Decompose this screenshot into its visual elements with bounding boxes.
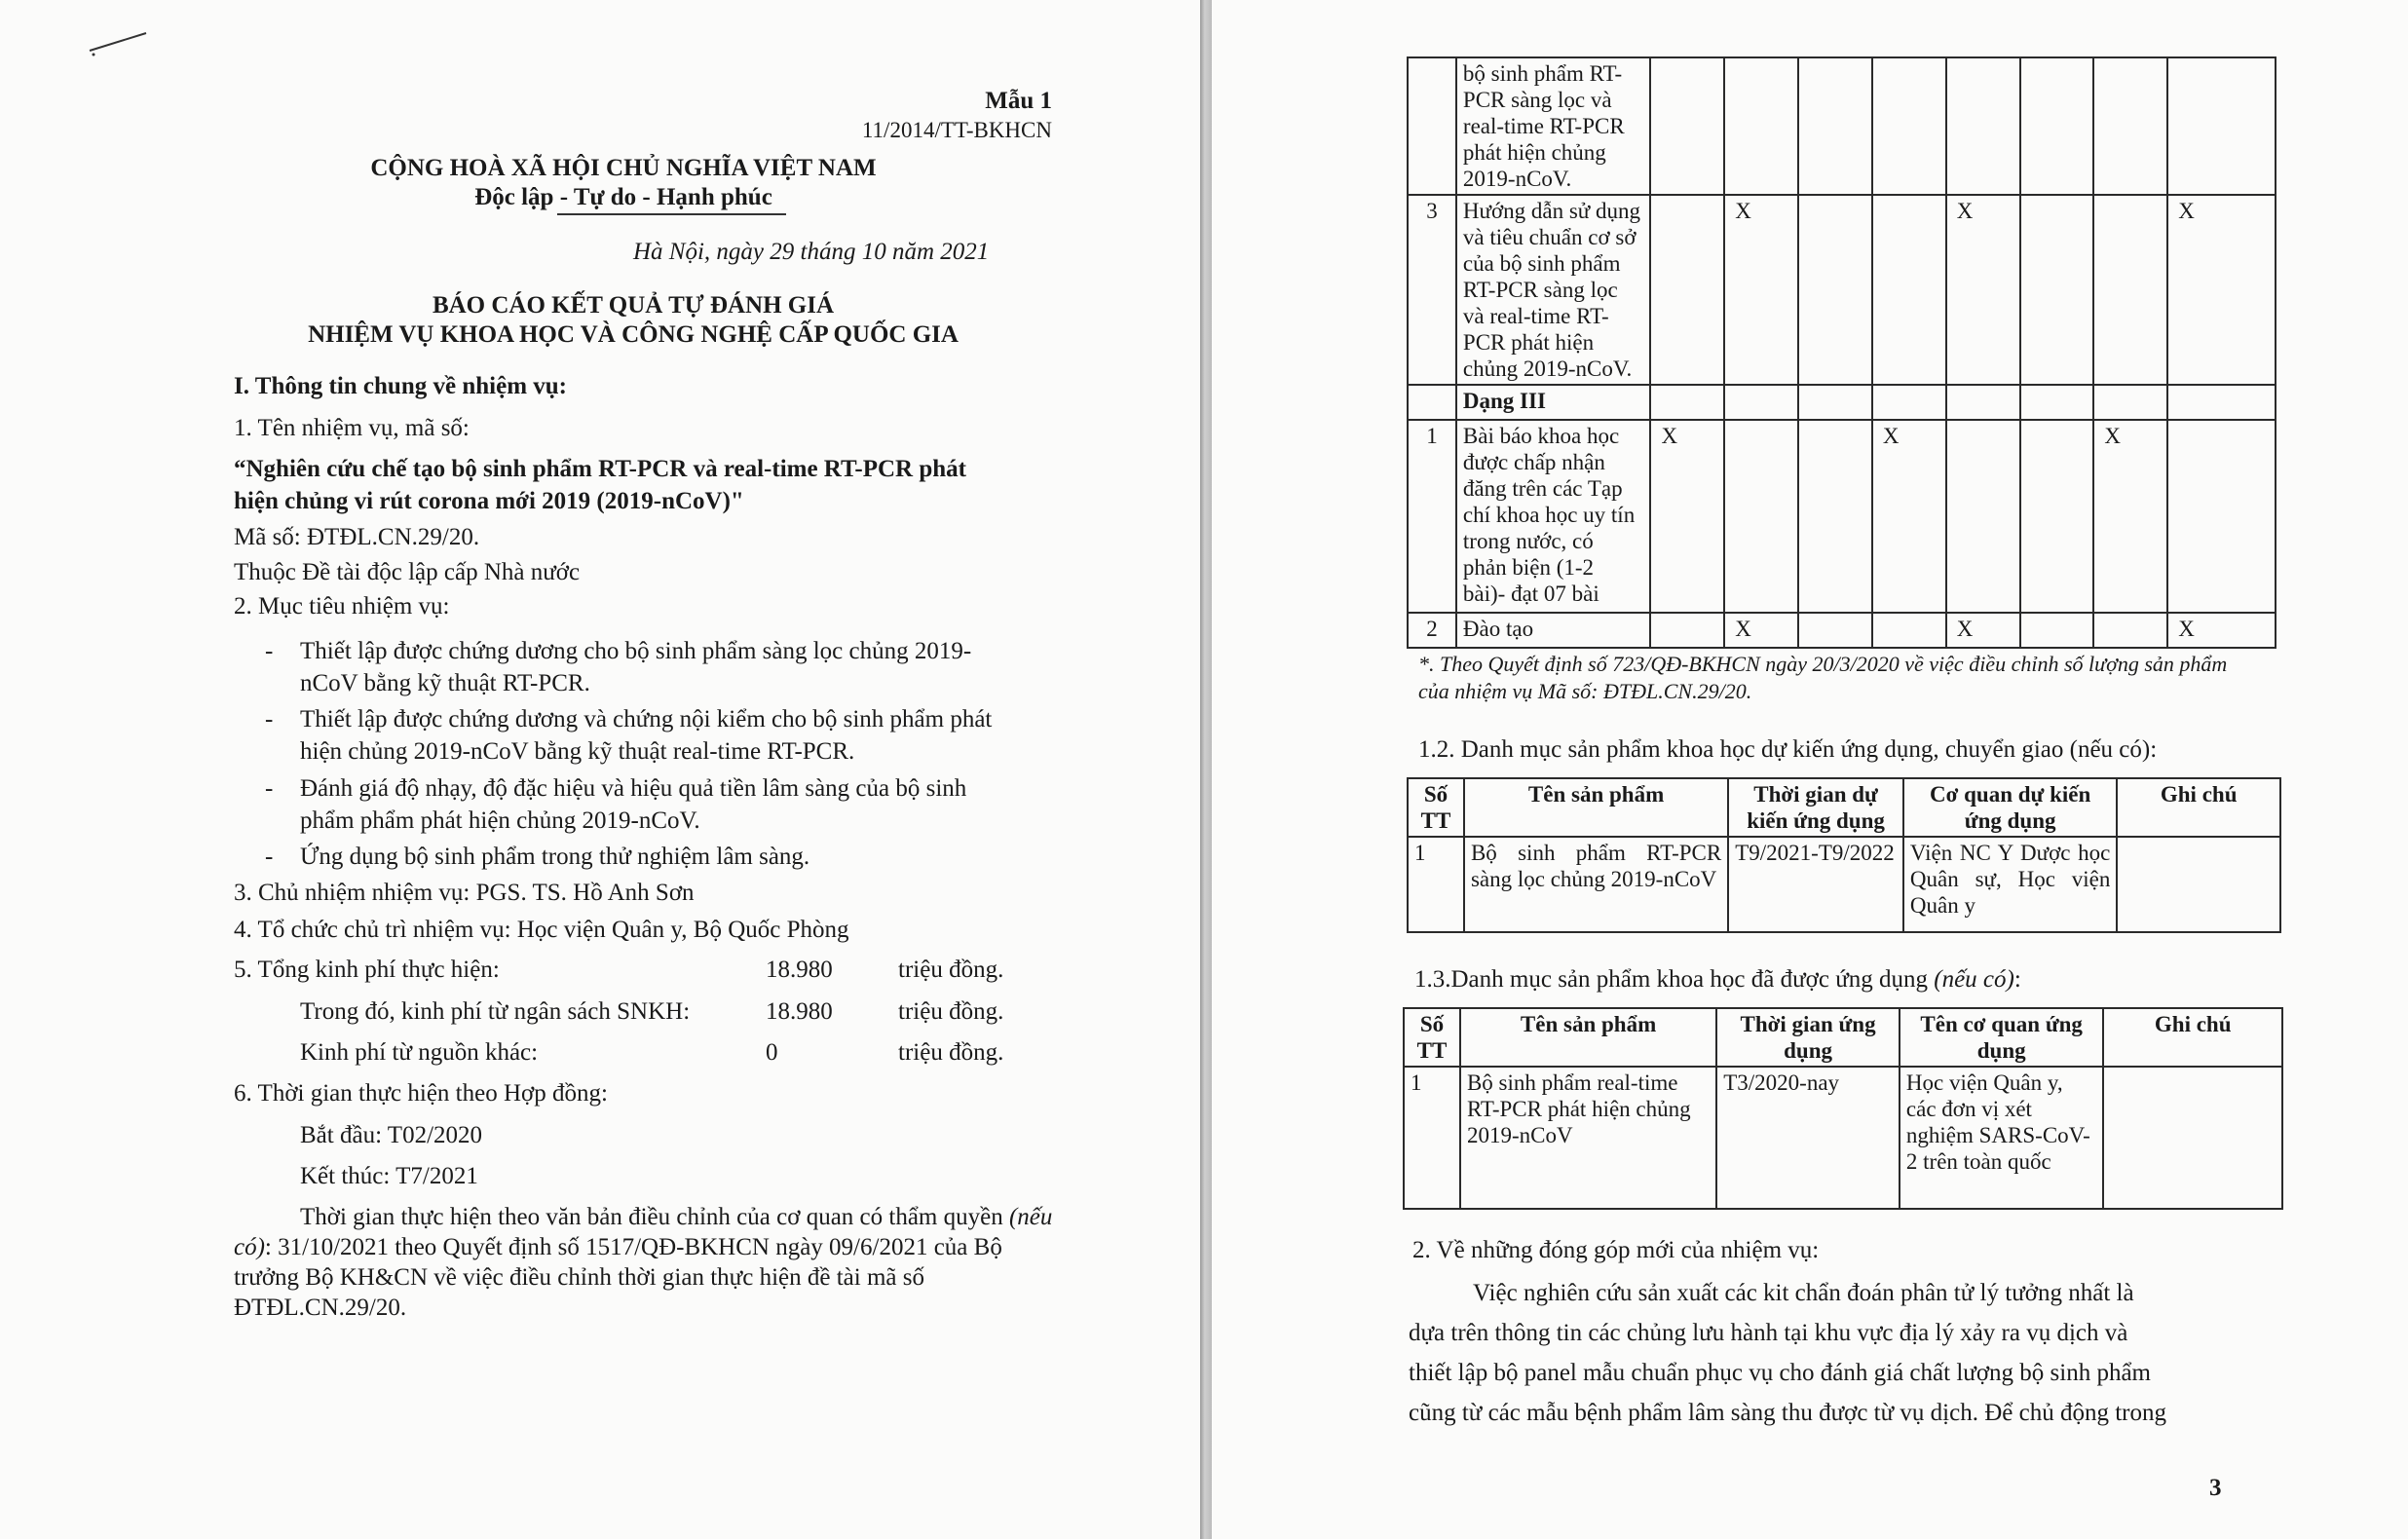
column-header: Số TT [1408, 778, 1464, 837]
column-header: Thời gian dự kiến ứng dụng [1728, 778, 1903, 837]
budget-unit: triệu đồng. [898, 957, 1004, 983]
form-number: Mẫu 1 [985, 88, 1052, 114]
task-category: Thuộc Đề tài độc lập cấp Nhà nước [234, 559, 581, 585]
footnote: *. Theo Quyết định số 723/QĐ-BKHCN ngày 20/3/2020 về việc điều chỉnh số lượng sản phẩm của nhiệm vụ Mã số: ĐTĐL.CN.29/20. [1418, 652, 2228, 703]
contribution-line1: Việc nghiên cứu sản xuất các kit chẩn đoán phân tử lý tưởng nhất là [1473, 1280, 2134, 1306]
adjust-if-any-2: có) [234, 1234, 265, 1260]
budget-other-label: Kinh phí từ nguồn khác: [300, 1039, 539, 1066]
budget-other-value: 0 [766, 1039, 778, 1066]
table-cell: 1 [1404, 1067, 1460, 1209]
row-number: 2 [1408, 613, 1456, 648]
x-mark: X [1946, 195, 2020, 385]
report-subtitle: NHIỆM VỤ KHOA HỌC VÀ CÔNG NGHỆ CẤP QUỐC GIA [308, 321, 959, 348]
goal-1-line1: Thiết lập được chứng dương cho bộ sinh phẩm sàng lọc chủng 2019- [300, 638, 972, 664]
date-line: Hà Nội, ngày 29 tháng 10 năm 2021 [633, 239, 990, 265]
section-label: Dạng III [1456, 385, 1651, 420]
column-header: Tên sản phẩm [1464, 778, 1728, 837]
table-cell: 1 [1408, 837, 1464, 932]
adjust-if-any: (nếu [1008, 1204, 1053, 1230]
row-description: Đào tạo [1456, 613, 1651, 648]
budget-unit: triệu đồng. [898, 1039, 1004, 1066]
table-row [1408, 420, 2276, 613]
task-name-line2: hiện chủng vi rút corona mới 2019 (2019-nCoV)" [234, 488, 744, 514]
planned-application-table [1407, 777, 2281, 933]
item-4-organization: 4. Tổ chức chủ trì nhiệm vụ: Học viện Quân y, Bộ Quốc Phòng [234, 917, 849, 943]
table-cell: Bộ sinh phẩm real-time RT-PCR phát hiện chủng 2019-nCoV [1460, 1067, 1716, 1209]
circular-number: 11/2014/TT-BKHCN [861, 118, 1052, 142]
row-description: Bài báo khoa học được chấp nhận đăng trên các Tạp chí khoa học uy tín trong nước, có phản biện (1-2 bài)- đạt 07 bài [1456, 420, 1651, 613]
budget-unit: triệu đồng. [898, 998, 1004, 1025]
item-2-heading: 2. Mục tiêu nhiệm vụ: [234, 593, 450, 619]
table-cell: Học viện Quân y, các đơn vị xét nghiệm SARS-CoV-2 trên toàn quốc [1900, 1067, 2104, 1209]
table-cell [2117, 837, 2280, 932]
section-1-heading: I. Thông tin chung về nhiệm vụ: [234, 373, 567, 399]
table-row [1408, 613, 2276, 648]
table-cell: T3/2020-nay [1716, 1067, 1900, 1209]
x-mark: X [1724, 613, 1798, 648]
bullet-dash: - [265, 844, 274, 870]
row-description: Hướng dẫn sử dụng và tiêu chuẩn cơ sở của bộ sinh phẩm RT-PCR sàng lọc và real-time RT- PCR phát hiện chủng 2019-nCoV. [1456, 195, 1651, 385]
right-page [1212, 0, 2408, 1539]
table-cell: Bộ sinh phẩm RT-PCR sàng lọc chủng 2019-nCoV [1464, 837, 1728, 932]
end-date: Kết thúc: T7/2021 [300, 1163, 478, 1189]
item-1-heading: 1. Tên nhiệm vụ, mã số: [234, 415, 470, 441]
column-header: Tên cơ quan ứng dụng [1900, 1008, 2104, 1067]
table-cell [2103, 1067, 2282, 1209]
table-row [1408, 57, 2276, 195]
left-page [0, 0, 1200, 1539]
item-6-heading: 6. Thời gian thực hiện theo Hợp đồng: [234, 1080, 608, 1107]
applied-products-table [1403, 1007, 2283, 1210]
goal-3-line1: Đánh giá độ nhạy, độ đặc hiệu và hiệu quả tiền lâm sàng của bộ sinh [300, 775, 967, 802]
bullet-dash: - [265, 638, 274, 664]
goal-4: Ứng dụng bộ sinh phẩm trong thử nghiệm lâm sàng. [300, 844, 810, 870]
column-header: Ghi chú [2103, 1008, 2282, 1067]
section-1-2-heading: 1.2. Danh mục sản phẩm khoa học dự kiến ứng dụng, chuyển giao (nếu có): [1418, 736, 2158, 763]
goal-2-line1: Thiết lập được chứng dương và chứng nội kiểm cho bộ sinh phẩm phát [300, 706, 993, 732]
adjust-line1 [300, 1202, 1052, 1233]
x-mark: X [1872, 420, 1946, 613]
task-name-line1: “Nghiên cứu chế tạo bộ sinh phẩm RT-PCR và real-time RT-PCR phát [234, 456, 966, 482]
row-description: bộ sinh phẩm RT- PCR sàng lọc và real-time RT-PCR phát hiện chủng 2019-nCoV. [1456, 57, 1651, 195]
report-title: BÁO CÁO KẾT QUẢ TỰ ĐÁNH GIÁ [432, 292, 835, 319]
table-row [1408, 385, 2276, 420]
total-budget-value: 18.980 [766, 957, 833, 983]
page-gutter [1200, 0, 1212, 1539]
budget-snkh-value: 18.980 [766, 998, 833, 1025]
goal-2-line2: hiện chủng 2019-nCoV bằng kỹ thuật real-time RT-PCR. [300, 738, 855, 765]
pen-mark-icon [88, 29, 156, 58]
item-5-total-budget: 5. Tổng kinh phí thực hiện: [234, 957, 500, 983]
nation-title: CỘNG HOÀ XÃ HỘI CHỦ NGHĨA VIỆT NAM [370, 155, 877, 181]
table-header-row [1408, 778, 2280, 837]
adjust-line2 [234, 1232, 1002, 1263]
column-header: Cơ quan dự kiến ứng dụng [1903, 778, 2117, 837]
x-mark: X [1724, 195, 1798, 385]
task-code: Mã số: ĐTĐL.CN.29/20. [234, 524, 480, 550]
bullet-dash: - [265, 706, 274, 732]
adjust-text: Thời gian thực hiện theo văn bản điều chỉnh của cơ quan có thẩm quyền [300, 1204, 1003, 1230]
x-mark: X [2167, 613, 2276, 648]
motto: Độc lập - Tự do - Hạnh phúc [474, 184, 772, 210]
section-1-3-note: (nếu có) [1934, 966, 2014, 993]
column-header: Ghi chú [2117, 778, 2280, 837]
section-1-3-title: 1.3.Danh mục sản phẩm khoa học đã được ứng dụng [1414, 966, 1929, 993]
table-row [1408, 195, 2276, 385]
x-mark: X [2167, 195, 2276, 385]
item-3-leader: 3. Chủ nhiệm nhiệm vụ: PGS. TS. Hồ Anh Sơn [234, 880, 695, 906]
start-date: Bắt đầu: T02/2020 [300, 1122, 483, 1148]
table-row [1404, 1067, 2282, 1209]
table-cell: T9/2021-T9/2022 [1728, 837, 1903, 932]
column-header: Tên sản phẩm [1460, 1008, 1716, 1067]
contribution-line4: cũng từ các mẫu bệnh phẩm lâm sàng thu được từ vụ dịch. Để chủ động trong [1409, 1400, 2166, 1426]
motto-underline [557, 213, 786, 215]
budget-snkh-label: Trong đó, kinh phí từ ngân sách SNKH: [300, 998, 691, 1025]
bullet-dash: - [265, 775, 274, 802]
column-header: Số TT [1404, 1008, 1460, 1067]
section-1-3-heading: 1.3.Danh mục sản phẩm khoa học đã được ứng dụng (nếu có): [1414, 966, 2021, 993]
row-number: 1 [1408, 420, 1456, 613]
section-2-heading: 2. Về những đóng góp mới của nhiệm vụ: [1412, 1237, 1820, 1263]
goal-1-line2: nCoV bằng kỹ thuật RT-PCR. [300, 670, 590, 696]
contribution-line2: dựa trên thông tin các chủng lưu hành tại khu vực địa lý xảy ra vụ dịch và [1409, 1320, 2128, 1346]
contribution-line3: thiết lập bộ panel mẫu chuẩn phục vụ cho đánh giá chất lượng bộ sinh phẩm [1409, 1360, 2151, 1386]
adjust-text-2: : 31/10/2021 theo Quyết định số 1517/QĐ-BKHCN ngày 09/6/2021 của Bộ [264, 1234, 1002, 1260]
products-table [1407, 56, 2276, 649]
page-number: 3 [2209, 1475, 2222, 1501]
x-mark: X [1650, 420, 1724, 613]
table-row [1408, 837, 2280, 932]
table-cell: Viện NC Y Dược học Quân sự, Học viện Quân y [1903, 837, 2117, 932]
adjust-line3: trưởng Bộ KH&CN về việc điều chỉnh thời gian thực hiện đề tài mã số [234, 1264, 924, 1291]
x-mark: X [2093, 420, 2167, 613]
goal-3-line2: phẩm phẩm phát hiện chủng 2019-nCoV. [300, 807, 700, 834]
table-header-row [1404, 1008, 2282, 1067]
adjust-line4: ĐTĐL.CN.29/20. [234, 1295, 407, 1321]
x-mark: X [1946, 613, 2020, 648]
column-header: Thời gian ứng dụng [1716, 1008, 1900, 1067]
row-number: 3 [1408, 195, 1456, 385]
